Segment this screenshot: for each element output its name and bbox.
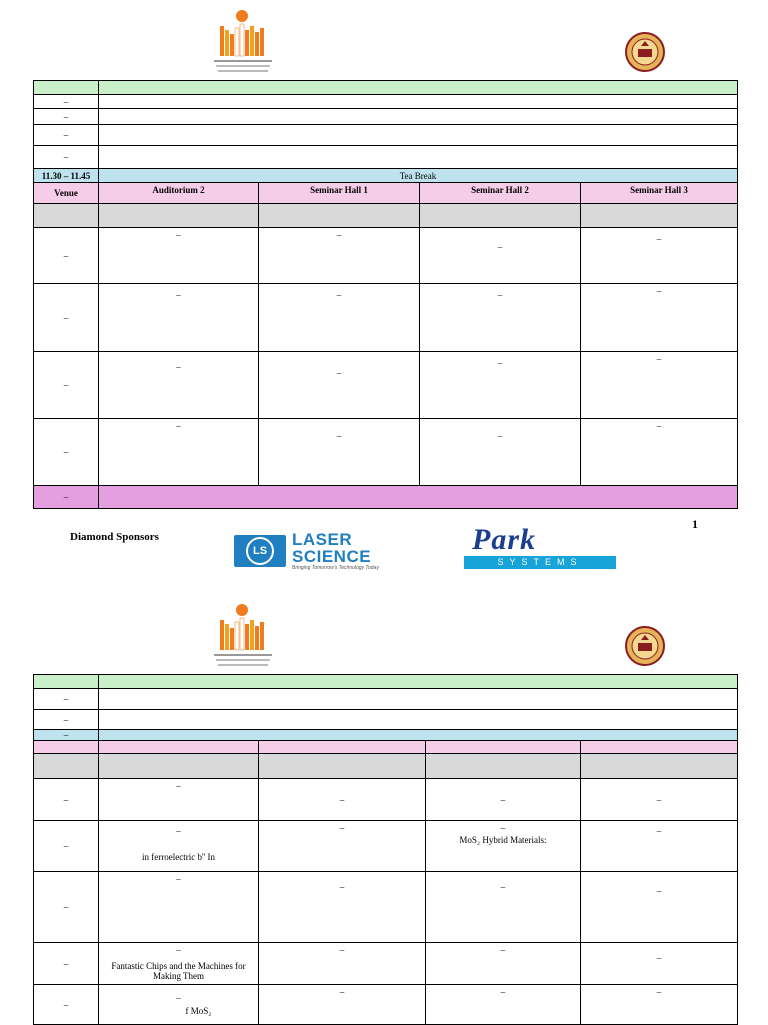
time-cell: – (34, 284, 99, 352)
systems-text: SYSTEMS (497, 557, 583, 567)
session-cell: – (99, 228, 259, 284)
laser-tagline: Bringing Tomorrow's Technology Today (292, 565, 379, 571)
ls-badge-icon (234, 535, 286, 567)
iith-logo (212, 602, 276, 672)
session-cell: – (581, 943, 738, 985)
time-cell: – (34, 419, 99, 486)
park-systems-logo (464, 523, 616, 572)
table-row (34, 689, 738, 710)
time-cell: – (34, 125, 99, 146)
session-cell: – (581, 779, 738, 821)
table-row (34, 754, 738, 779)
hall-auditorium-2: Auditorium 2 (99, 183, 259, 204)
table-row (34, 985, 738, 1025)
table-row (34, 284, 738, 352)
break-time: 11.30 – 11.45 (34, 169, 99, 183)
session-cell: – (581, 228, 738, 284)
time-cell: – (34, 689, 99, 710)
session-cell: – (259, 985, 426, 1025)
schedule-table-page1 (33, 80, 738, 509)
table-row (34, 146, 738, 169)
session-cell: – (581, 821, 738, 872)
schedule-table-page2 (33, 674, 738, 1025)
institute-seal-icon (625, 32, 665, 72)
session-cell: – (426, 943, 581, 985)
time-cell: – (34, 985, 99, 1025)
page-number: 1 (692, 517, 698, 531)
session-cell: – (259, 228, 420, 284)
session-cell: – (99, 779, 259, 821)
session-cell: – (581, 985, 738, 1025)
dash-text: – (176, 945, 181, 955)
session-cell: – (426, 985, 581, 1025)
session-cell: – (581, 872, 738, 943)
time-cell: – (34, 779, 99, 821)
talk-title: in ferroelectric b'' In (142, 852, 215, 862)
session-cell (99, 821, 259, 872)
session-cell: – (420, 284, 581, 352)
table-row (34, 943, 738, 985)
table-row (34, 730, 738, 741)
dash-text: – (176, 826, 181, 836)
session-cell: – (259, 943, 426, 985)
table-row (34, 486, 738, 509)
session-cell: – (99, 284, 259, 352)
table-row (34, 204, 738, 228)
session-cell: – (581, 352, 738, 419)
time-cell: – (34, 146, 99, 169)
break-label: Tea Break (99, 169, 738, 183)
ls-badge-text: LS (246, 537, 274, 565)
session-cell: – (259, 419, 420, 486)
session-cell: – (581, 284, 738, 352)
table-row (34, 675, 738, 689)
session-cell: – (259, 872, 426, 943)
session-cell: – (426, 779, 581, 821)
hall-seminar-1: Seminar Hall 1 (259, 183, 420, 204)
session-cell: – (426, 872, 581, 943)
time-cell: – (34, 730, 99, 741)
time-cell: – (34, 486, 99, 509)
sponsors-label: Diamond Sponsors (70, 531, 159, 543)
hall-seminar-3: Seminar Hall 3 (581, 183, 738, 204)
laser-science-logo (234, 532, 396, 572)
talk-title: Fantastic Chips and the Machines for Making Them (111, 961, 246, 981)
talk-title: MoS₂ Hybrid Materials: (459, 835, 547, 845)
table-row (34, 779, 738, 821)
table-row (34, 109, 738, 125)
session-cell: – (581, 419, 738, 486)
session-cell: – (420, 352, 581, 419)
time-cell: – (34, 228, 99, 284)
table-row (34, 741, 738, 754)
science-text: SCIENCE (292, 547, 372, 566)
dash-text: – (500, 823, 506, 833)
table-row (34, 821, 738, 872)
venue-label: Venue (34, 183, 99, 204)
table-row (34, 81, 738, 95)
iith-logo (212, 8, 276, 78)
time-cell: – (34, 352, 99, 419)
table-row (34, 710, 738, 730)
hall-seminar-2: Seminar Hall 2 (420, 183, 581, 204)
session-cell (99, 985, 259, 1025)
tea-break-row (34, 169, 738, 183)
session-cell: – (259, 779, 426, 821)
session-cell: – (259, 284, 420, 352)
venue-header-row (34, 183, 738, 204)
time-cell: – (34, 943, 99, 985)
park-text: Park (472, 523, 536, 556)
table-row (34, 352, 738, 419)
session-cell: – (99, 352, 259, 419)
session-cell: – (259, 821, 426, 872)
table-row (34, 228, 738, 284)
session-cell: – (259, 352, 420, 419)
time-cell: – (34, 109, 99, 125)
session-cell: – (99, 872, 259, 943)
time-cell: – (34, 821, 99, 872)
session-cell: – (420, 419, 581, 486)
systems-bar (464, 556, 616, 569)
session-cell (99, 943, 259, 985)
table-row (34, 419, 738, 486)
time-cell: – (34, 710, 99, 730)
session-cell: – (99, 419, 259, 486)
table-row (34, 95, 738, 109)
session-cell (426, 821, 581, 872)
dash-text: – (176, 993, 181, 1003)
laser-text: LASER (292, 530, 353, 549)
session-cell: – (420, 228, 581, 284)
table-row (34, 125, 738, 146)
table-row (34, 872, 738, 943)
talk-title: f MoS₂ (185, 1006, 212, 1016)
institute-seal-icon (625, 626, 665, 666)
time-cell: – (34, 872, 99, 943)
time-cell: – (34, 95, 99, 109)
